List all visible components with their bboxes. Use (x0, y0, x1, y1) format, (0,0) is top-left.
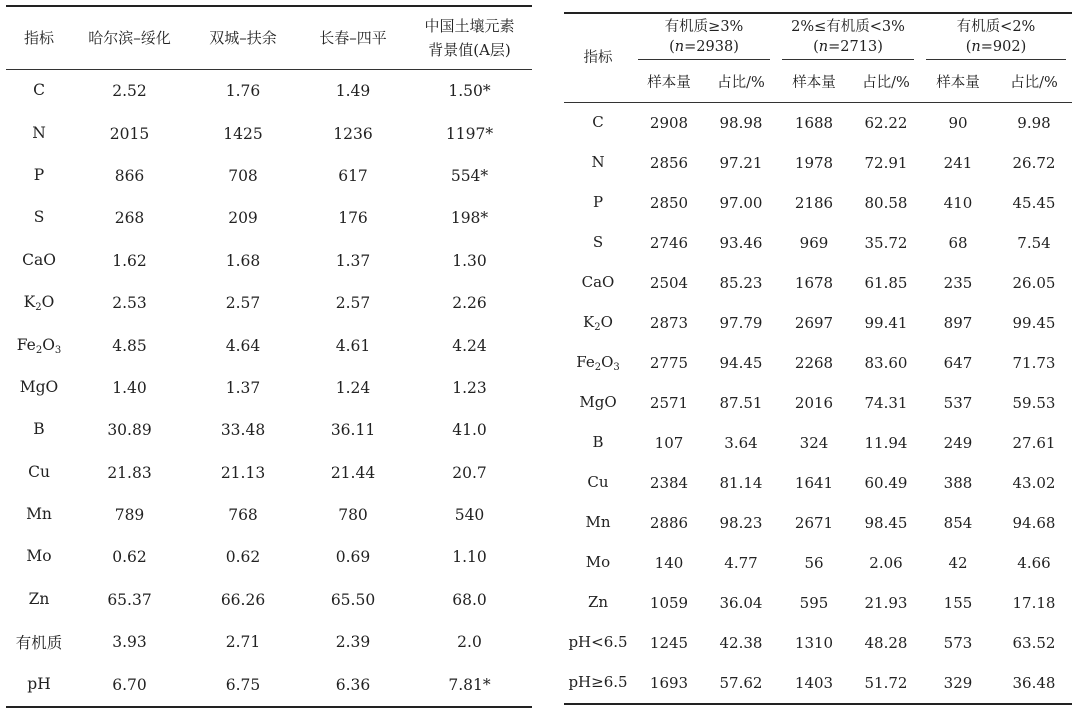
group-count-value: =2713) (828, 39, 883, 55)
indicator-suffix: O (41, 293, 55, 312)
indicator-name: Zn (28, 589, 50, 608)
table-row (564, 263, 1072, 303)
table-row (564, 183, 1072, 223)
value-cell: 2873 (649, 313, 689, 332)
value-cell: 27.61 (1012, 433, 1056, 452)
table-row (6, 663, 532, 706)
header-background-line-1: 中国土壤元素 (424, 17, 515, 35)
indicator-name: pH≥6.5 (568, 672, 628, 691)
value-cell: 249 (943, 433, 973, 452)
value-cell: 60.49 (864, 473, 908, 492)
indicator-cell (564, 143, 632, 183)
value-cell: 4.61 (335, 336, 371, 355)
value-cell: 2.57 (225, 294, 261, 313)
indicator-name: Mo (585, 552, 611, 571)
group-count (632, 37, 776, 57)
value-cell: 2015 (109, 124, 150, 143)
indicator-cell (6, 494, 72, 536)
header-indicator: 指标 (6, 6, 72, 70)
header-background-line-2: 背景值(A层) (428, 41, 511, 59)
value-cell: 81.14 (719, 473, 763, 492)
value-cell: 62.22 (864, 113, 908, 132)
value-cell: 2268 (794, 353, 834, 372)
table-row (6, 494, 532, 536)
value-cell: 21.83 (107, 463, 152, 482)
indicator-name: CaO (22, 250, 56, 269)
value-cell: 56 (804, 553, 824, 572)
value-cell: 1059 (649, 593, 689, 612)
indicator-name: MgO (19, 377, 59, 396)
value-cell: 1978 (794, 153, 834, 172)
indicator-cell (6, 240, 72, 282)
indicator-subscript: 2 (594, 321, 601, 333)
value-cell: 48.28 (864, 633, 908, 652)
indicator-cell (6, 452, 72, 494)
group-count-var: n (818, 39, 829, 55)
indicator-cell (564, 503, 632, 543)
group-count-value: =2938) (684, 39, 739, 55)
indicator-cell (564, 623, 632, 663)
indicator-cell (6, 70, 72, 113)
value-cell: 1.68 (225, 251, 261, 270)
indicator-name: Cu (587, 472, 609, 491)
value-cell: 2856 (649, 153, 689, 172)
group-label: 2%≤有机质<3% (791, 19, 905, 35)
indicator-cell (6, 536, 72, 578)
header-background (407, 6, 532, 70)
header-region-3: 长春–四平 (299, 6, 407, 70)
indicator-name: S (592, 232, 604, 251)
value-cell: 1.76 (225, 82, 261, 101)
table-row (564, 543, 1072, 583)
group-count (776, 37, 920, 57)
value-cell: 85.23 (719, 273, 763, 292)
value-cell: 36.11 (330, 421, 376, 440)
indicator-name: pH (27, 674, 51, 693)
table-row (6, 155, 532, 197)
sub-header-percent: 占比/% (706, 60, 776, 103)
indicator-cell (564, 583, 632, 623)
value-cell: 36.04 (719, 593, 763, 612)
indicator-cell (564, 423, 632, 463)
value-cell: 768 (228, 506, 258, 525)
value-cell: 2671 (794, 513, 834, 532)
indicator-name: N (32, 123, 46, 142)
value-cell: 68.0 (452, 590, 487, 609)
indicator-cell (6, 112, 72, 154)
indicator-name: Fe (16, 335, 36, 354)
table-row (564, 423, 1072, 463)
value-cell: 780 (338, 506, 368, 525)
value-cell: 107 (654, 433, 684, 452)
value-cell: 897 (943, 313, 973, 332)
indicator-name: P (592, 192, 604, 211)
value-cell: 2.39 (335, 633, 371, 652)
indicator-name: MgO (579, 392, 617, 411)
value-cell: 51.72 (864, 673, 908, 692)
table-row (6, 367, 532, 409)
value-cell: 71.73 (1012, 353, 1056, 372)
indicator-name: Mn (26, 505, 52, 524)
group-header-om-low (920, 13, 1072, 60)
value-cell: 97.21 (719, 153, 763, 172)
value-cell: 21.13 (220, 463, 266, 482)
table-row (564, 383, 1072, 423)
table-row (6, 579, 532, 621)
value-cell: 98.45 (864, 513, 908, 532)
indicator-cell (6, 409, 72, 451)
value-cell: 1.23 (452, 378, 487, 397)
value-cell: 1641 (794, 473, 834, 492)
indicator-cell (564, 663, 632, 704)
value-cell: 2886 (649, 513, 689, 532)
value-cell: 99.41 (864, 313, 908, 332)
value-cell: 2.06 (869, 553, 903, 572)
group-header-row (564, 13, 1072, 60)
value-cell: 57.62 (719, 673, 763, 692)
indicator-suffix: O (42, 335, 55, 354)
table-row (564, 583, 1072, 623)
sub-header-count: 样本量 (632, 60, 706, 103)
value-cell: 33.48 (220, 421, 266, 440)
value-cell: 11.94 (864, 433, 908, 452)
group-count (920, 37, 1072, 57)
value-cell: 324 (799, 433, 829, 452)
value-cell: 2.57 (335, 294, 371, 313)
value-cell: 9.98 (1017, 113, 1051, 132)
value-cell: 617 (338, 166, 368, 185)
indicator-cell (6, 367, 72, 409)
value-cell: 3.93 (112, 633, 147, 652)
value-cell: 45.45 (1012, 193, 1056, 212)
value-cell: 90 (948, 113, 968, 132)
table-row (6, 240, 532, 282)
value-cell: 2.0 (457, 633, 482, 652)
value-cell: 329 (943, 673, 973, 692)
value-cell: 2746 (649, 233, 689, 252)
header-region-2: 双城–扶余 (187, 6, 299, 70)
value-cell: 209 (228, 209, 258, 228)
value-cell: 176 (338, 209, 368, 228)
value-cell: 789 (114, 506, 145, 525)
indicator-name: B (592, 432, 604, 451)
table-row (6, 324, 532, 366)
indicator-cell (6, 663, 72, 706)
value-cell: 63.52 (1012, 633, 1056, 652)
value-cell: 72.91 (864, 153, 908, 172)
table-row (6, 621, 532, 663)
value-cell: 1.10 (452, 548, 487, 567)
sub-header-percent: 占比/% (996, 60, 1072, 103)
value-cell: 98.23 (719, 513, 763, 532)
value-cell: 42.38 (719, 633, 763, 652)
value-cell: 0.62 (225, 548, 261, 567)
indicator-name: Mo (26, 547, 52, 566)
indicator-name: C (592, 112, 604, 131)
table-row (564, 503, 1072, 543)
value-cell: 2.71 (225, 633, 261, 652)
table-row (6, 197, 532, 239)
value-cell: 2384 (649, 473, 689, 492)
value-cell: 554* (450, 166, 489, 185)
value-cell: 537 (943, 393, 973, 412)
table-row (564, 143, 1072, 183)
value-cell: 854 (943, 513, 973, 532)
value-cell: 2850 (649, 193, 689, 212)
value-cell: 3.64 (724, 433, 758, 452)
value-cell: 1.37 (225, 378, 261, 397)
value-cell: 2.52 (112, 82, 147, 101)
table-row (564, 623, 1072, 663)
value-cell: 1403 (794, 673, 834, 692)
value-cell: 2504 (649, 273, 689, 292)
value-cell: 2775 (649, 353, 689, 372)
value-cell: 7.54 (1017, 233, 1051, 252)
indicator-name: S (33, 208, 45, 227)
indicator-suffix: O (601, 352, 614, 371)
value-cell: 97.00 (719, 193, 763, 212)
table-row (6, 452, 532, 494)
value-cell: 1.50* (448, 82, 491, 101)
table-row (6, 282, 532, 324)
value-cell: 0.62 (112, 548, 147, 567)
indicator-name: K (583, 312, 595, 331)
value-cell: 65.50 (330, 590, 376, 609)
value-cell: 59.53 (1012, 393, 1056, 412)
indicator-name: Cu (28, 462, 50, 481)
value-cell: 66.26 (220, 590, 266, 609)
table-header-row (6, 6, 532, 70)
value-cell: 80.58 (864, 193, 908, 212)
value-cell: 35.72 (864, 233, 908, 252)
value-cell: 2908 (649, 113, 689, 132)
value-cell: 2.53 (112, 294, 147, 313)
value-cell: 83.60 (864, 353, 908, 372)
indicator-name: K (23, 293, 36, 312)
value-cell: 2.26 (452, 294, 487, 313)
indicator-name: N (591, 152, 605, 171)
indicator-cell (6, 197, 72, 239)
value-cell: 1245 (649, 633, 689, 652)
indicator-name: B (33, 420, 45, 439)
value-cell: 1.49 (335, 82, 371, 101)
sub-header-row (564, 60, 1072, 103)
indicator-subscript: 2 (35, 302, 42, 314)
value-cell: 268 (114, 209, 145, 228)
organic-matter-grouping-table (564, 12, 1072, 705)
table-row (564, 103, 1072, 143)
value-cell: 94.45 (719, 353, 763, 372)
group-count-open: ( (669, 39, 675, 55)
indicator-name: CaO (581, 272, 615, 291)
value-cell: 4.66 (1017, 553, 1051, 572)
value-cell: 36.48 (1012, 673, 1056, 692)
value-cell: 2571 (649, 393, 689, 412)
group-count-open: ( (965, 39, 972, 55)
indicator-name: Fe (576, 352, 595, 371)
value-cell: 155 (943, 593, 973, 612)
value-cell: 2186 (794, 193, 834, 212)
indicator-cell (6, 282, 72, 324)
value-cell: 1.40 (112, 378, 147, 397)
value-cell: 61.85 (864, 273, 908, 292)
indicator-cell (6, 579, 72, 621)
value-cell: 1688 (794, 113, 834, 132)
background-values-table (6, 5, 532, 708)
indicator-cell (564, 183, 632, 223)
value-cell: 866 (114, 166, 145, 185)
sub-header-count: 样本量 (776, 60, 852, 103)
value-cell: 140 (654, 553, 684, 572)
value-cell: 1236 (333, 124, 373, 143)
group-count-var: n (674, 39, 685, 55)
value-cell: 41.0 (452, 421, 487, 440)
value-cell: 6.70 (112, 675, 147, 694)
value-cell: 2016 (794, 393, 834, 412)
table-row (6, 409, 532, 451)
value-cell: 1310 (794, 633, 834, 652)
group-header-om-mid (776, 13, 920, 60)
indicator-name: pH<6.5 (568, 632, 628, 651)
value-cell: 4.77 (724, 553, 758, 572)
value-cell: 97.79 (719, 313, 763, 332)
table-row (564, 663, 1072, 704)
value-cell: 540 (454, 506, 485, 525)
value-cell: 0.69 (335, 548, 371, 567)
value-cell: 410 (943, 193, 973, 212)
value-cell: 42 (948, 553, 968, 572)
value-cell: 388 (943, 473, 973, 492)
indicator-subscript: 2 (35, 344, 43, 356)
value-cell: 4.85 (112, 336, 147, 355)
table-row (564, 343, 1072, 383)
indicator-cell (564, 263, 632, 303)
value-cell: 26.05 (1012, 273, 1056, 292)
indicator-cell (564, 223, 632, 263)
value-cell: 1.24 (335, 378, 371, 397)
indicator-cell (564, 103, 632, 143)
indicator-cell (564, 463, 632, 503)
value-cell: 4.24 (452, 336, 487, 355)
value-cell: 708 (228, 166, 258, 185)
indicator-name: Mn (585, 512, 611, 531)
indicator-subscript: 2 (594, 361, 602, 373)
sub-header-count: 样本量 (920, 60, 996, 103)
value-cell: 969 (799, 233, 829, 252)
value-cell: 93.46 (719, 233, 763, 252)
group-count-var: n (971, 39, 981, 55)
value-cell: 573 (943, 633, 973, 652)
value-cell: 2697 (794, 313, 834, 332)
value-cell: 99.45 (1012, 313, 1056, 332)
indicator-cell (6, 621, 72, 663)
indicator-subscript: 3 (613, 361, 620, 373)
value-cell: 7.81* (448, 675, 491, 694)
group-label: 有机质<2% (956, 19, 1036, 35)
value-cell: 1425 (223, 124, 263, 143)
indicator-cell (6, 155, 72, 197)
table-row (564, 463, 1072, 503)
value-cell: 6.75 (225, 675, 261, 694)
value-cell: 241 (943, 153, 973, 172)
sub-header-percent: 占比/% (852, 60, 920, 103)
table-row (6, 70, 532, 113)
indicator-name: C (33, 81, 45, 100)
indicator-suffix: O (600, 312, 613, 331)
value-cell: 65.37 (107, 590, 152, 609)
indicator-cell (564, 383, 632, 423)
value-cell: 647 (943, 353, 973, 372)
group-count-value: =902) (980, 39, 1027, 55)
value-cell: 68 (948, 233, 968, 252)
value-cell: 87.51 (719, 393, 763, 412)
value-cell: 1.62 (112, 251, 147, 270)
value-cell: 94.68 (1012, 513, 1056, 532)
value-cell: 1678 (794, 273, 834, 292)
value-cell: 1.30 (452, 251, 487, 270)
value-cell: 198* (450, 209, 489, 228)
value-cell: 21.93 (864, 593, 908, 612)
value-cell: 26.72 (1012, 153, 1056, 172)
value-cell: 43.02 (1012, 473, 1056, 492)
group-label: 有机质≥3% (664, 19, 744, 35)
header-indicator: 指标 (564, 13, 632, 103)
group-count-open: ( (813, 39, 819, 55)
indicator-name: Zn (587, 592, 609, 611)
value-cell: 30.89 (107, 421, 152, 440)
group-header-om-high (632, 13, 776, 60)
value-cell: 235 (943, 273, 973, 292)
value-cell: 74.31 (864, 393, 908, 412)
indicator-cell (564, 303, 632, 343)
indicator-cell (6, 324, 72, 366)
value-cell: 98.98 (719, 113, 763, 132)
value-cell: 1693 (649, 673, 689, 692)
value-cell: 595 (799, 593, 829, 612)
indicator-subscript: 3 (54, 344, 62, 356)
table-row (6, 536, 532, 578)
value-cell: 1197* (445, 124, 494, 143)
table-row (564, 303, 1072, 343)
table-row (564, 223, 1072, 263)
value-cell: 21.44 (330, 463, 376, 482)
value-cell: 20.7 (452, 463, 487, 482)
value-cell: 1.37 (335, 251, 371, 270)
value-cell: 6.36 (335, 675, 371, 694)
indicator-cell (564, 543, 632, 583)
value-cell: 4.64 (225, 336, 261, 355)
indicator-cell (564, 343, 632, 383)
table-row (6, 112, 532, 154)
indicator-name: 有机质 (15, 633, 63, 652)
indicator-name: P (33, 165, 45, 184)
value-cell: 17.18 (1012, 593, 1056, 612)
header-region-1: 哈尔滨–绥化 (72, 6, 187, 70)
